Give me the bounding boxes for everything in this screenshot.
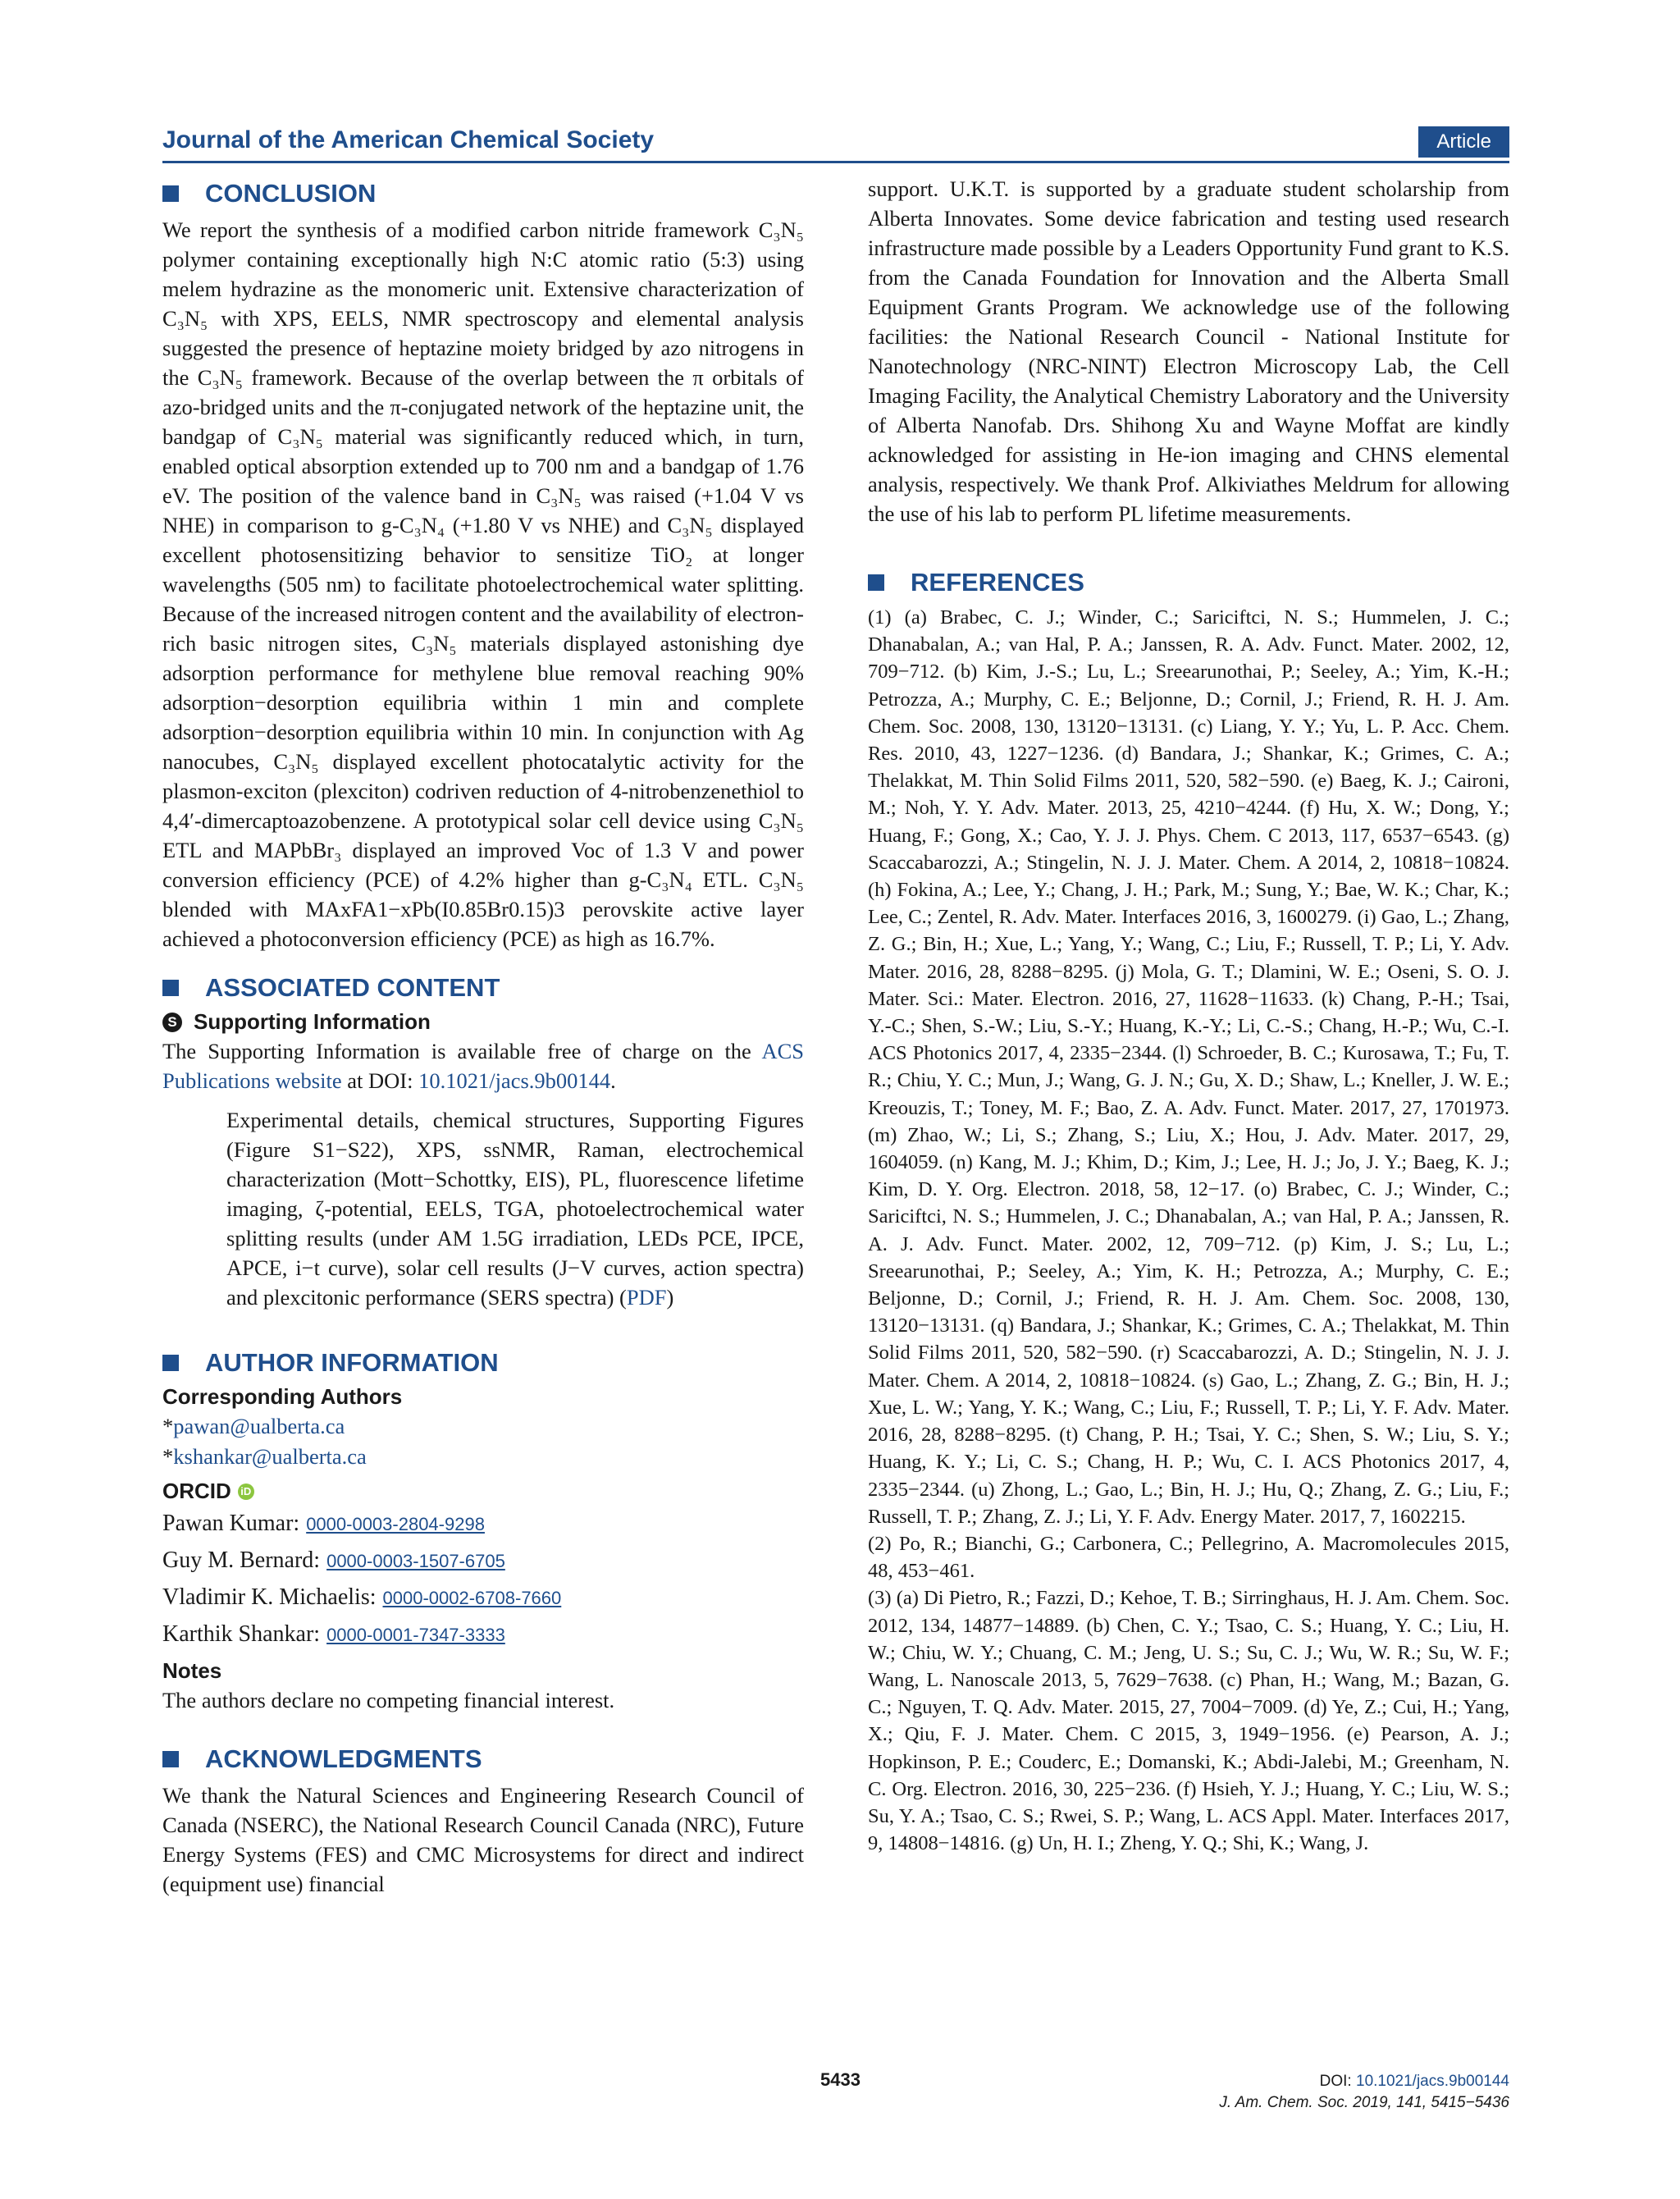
conclusion-heading (162, 179, 804, 208)
orcid-row (162, 1616, 804, 1653)
acknowledgments-heading (162, 1744, 804, 1774)
section-square-icon (162, 185, 179, 202)
conclusion-text: We report the synthesis of a modified carbon nitride framework C₃N₅ polymer containing exceptionally high N:C atomic ratio (5:3) using melem hydrazine as the monomeric unit. Extensive characterization of C₃N₅ with XPS, EELS, NMR spectroscopy and elemental analysis suggested the presence of heptazine moiety bridged by azo nitrogens in the C₃N₅ framework. Because of the overlap between the π orbitals of azo-bridged units and the π-conjugated network of the heptazine unit, the bandgap of C₃N₅ material was significantly reduced which, in turn, enabled optical absorption extended up to 700 nm and a bandgap of 1.76 eV. The position of the valence band in C₃N₅ was raised (+1.04 V vs NHE) in comparison to g-C₃N₄ (+1.80 V vs NHE) and C₃N₅ displayed excellent photosensitizing behavior to sensitize TiO₂ at longer wavelengths (505 nm) to facilitate photoelectrochemical water splitting. Because of the increased nitrogen content and the availability of electron-rich basic nitrogen sites, C₃N₅ materials displayed astonishing dye adsorption performance for methylene blue removal reaching 90% adsorption−desorption equilibria within 1 min and complete adsorption−desorption equilibria within 10 min. In conjunction with Ag nanocubes, C₃N₅ displayed excellent photocatalytic activity for the plasmon-exciton (plexciton) codriven reduction of 4-nitrobenzenethiol to 4,4′-dimercaptoazobenzene. A prototypical solar cell device using C₃N₅ ETL and MAPbBr₃ displayed an improved Voc of 1.3 V and power conversion efficiency (PCE) of 4.2% higher than g-C₃N₄ ETL. C₃N₅ blended with MAxFA1−xPb(I0.85Br0.15)3 perovskite active layer achieved a photoconversion efficiency (PCE) as high as 16.7%. (162, 217, 804, 951)
footer-citation (1219, 2071, 1509, 2114)
supporting-info-intro (162, 1036, 804, 1095)
notes-text: The authors declare no competing financial interest. (162, 1688, 615, 1712)
footer-doi-label: DOI: (1319, 2073, 1356, 2090)
email-line-2 (162, 1442, 804, 1472)
email-link-2[interactable]: kshankar@ualberta.ca (173, 1444, 367, 1469)
orcid-link[interactable]: 0000-0003-2804-9298 (306, 1514, 485, 1534)
section-square-icon (162, 1751, 179, 1767)
email-line-1 (162, 1411, 804, 1442)
section-square-icon (868, 574, 884, 591)
reference-item: (1) (a) Brabec, C. J.; Winder, C.; Sariciftci, N. S.; Hummelen, J. C.; Dhanabalan, A.; van Hal, P. A.; Janssen, R. A. Adv. Funct. Mater. 2002, 12, 709−712. (b) Kim, J.-S.; Lu, L.; Sreearunothai, P.; Seeley, A.; Yim, K.-H.; Petrozza, A.; Murphy, C. E.; Beljonne, D.; Cornil, J.; Friend, R. H. J. Am. Chem. Soc. 2008, 130, 13120−13131. (c) Liang, Y. Y.; Yu, L. P. Acc. Chem. Res. 2010, 43, 1227−1236. (d) Bandara, J.; Shankar, K.; Grimes, C. A.; Thelakkat, M. Thin Solid Films 2011, 520, 582−590. (e) Baeg, K. J.; Caironi, M.; Noh, Y. Y. Adv. Mater. 2013, 25, 4210−4244. (f) Hu, X. W.; Dong, Y.; Huang, F.; Gong, X.; Cao, Y. J. J. Phys. Chem. C 2013, 117, 6537−6543. (g) Scaccabarozzi, A.; Stingelin, N. J. J. Mater. Chem. A 2014, 2, 10818−10824. (h) Fokina, A.; Lee, Y.; Chang, J. H.; Park, M.; Sung, Y.; Bae, W. K.; Char, K.; Lee, C.; Zentel, R. Adv. Mater. Interfaces 2016, 3, 1600279. (i) Gao, L.; Zhang, Z. G.; Bin, H.; Xue, L.; Yang, Y.; Wang, C.; Liu, F.; Russell, T. P.; Li, Y. Adv. Mater. 2016, 28, 8288−8295. (j) Mola, G. T.; Dlamini, W. E.; Oseni, S. O. J. Mater. Sci.: Mater. Electron. 2016, 27, 11628−11633. (k) Chang, P.-H.; Tsai, Y.-C.; Shen, S.-W.; Liu, S.-Y.; Huang, K.-Y.; Li, C.-S.; Chang, H.-P.; Wu, C.-I. ACS Photonics 2017, 4, 2335−2344. (l) Schroeder, B. C.; Kurosawa, T.; Fu, T. R.; Chiu, Y. C.; Mun, J.; Wang, G. J. N.; Gu, X. D.; Shaw, L.; Kneller, J. W. E.; Kreouzis, T.; Toney, M. F.; Bao, Z. A. Adv. Funct. Mater. 2017, 27, 1701973. (m) Zhao, W.; Li, S.; Zhang, S.; Liu, X.; Hou, J. Adv. Mater. 2017, 29, 1604059. (n) Kang, M. J.; Khim, D.; Kim, J.; Lee, H. J.; Jo, J. Y.; Baeg, K. J.; Kim, D. Y. Org. Electron. 2018, 58, 12−17. (o) Brabec, C. J.; Winder, C.; Sariciftci, N. S.; Hummelen, J. C.; Dhanabalan, A.; van Hal, P. A.; Janssen, R. A. J. Adv. Funct. Mater. 2002, 12, 709−712. (p) Kim, J. S.; Lu, L.; Sreearunothai, P.; Seeley, A.; Yim, K. H.; Petrozza, A.; Murphy, C. E.; Beljonne, D.; Cornil, J.; Friend, R. H. J. Am. Chem. Soc. 2008, 130, 13120−13131. (q) Bandara, J.; Shankar, K.; Grimes, C. A.; Thelakkat, M. Thin Solid Films 2011, 520, 582−590. (r) Scaccabarozzi, A. D.; Stingelin, N. J. J. Mater. Chem. A 2014, 2, 10818−10824. (s) Gao, L.; Zhang, Z. G.; Bin, H. J.; Xue, L. W.; Yang, Y. K.; Wang, C.; Liu, F.; Russell, T. P.; Li, Y. F. Adv. Mater. 2016, 28, 8288−8295. (t) Chang, P. H.; Tsai, Y. C.; Shen, S. W.; Liu, S. Y.; Huang, K. Y.; Li, C. S.; Chang, H. P.; Wu, C. I. ACS Photonics 2017, 4, 2335−2344. (u) Zhong, L.; Gao, L.; Bin, H. J.; Hu, Q.; Zhang, Z. G.; Liu, F.; Russell, T. P.; Zhang, Z. J.; Li, Y. F. Adv. Energy Mater. 2017, 7, 1602215. (868, 606, 1509, 1528)
acs-publications-link[interactable]: ACS Publications website (162, 1039, 804, 1093)
right-column (868, 174, 1509, 1857)
page-number: 5433 (820, 2069, 861, 2090)
star-mark: * (162, 1414, 174, 1438)
intro-text-c: . (610, 1068, 616, 1093)
supporting-info-details (226, 1105, 804, 1312)
orcid-icon: iD (238, 1484, 254, 1500)
corresponding-authors-heading: Corresponding Authors (162, 1384, 403, 1409)
associated-content-heading (162, 973, 804, 1003)
email-link-1[interactable]: pawan@ualberta.ca (173, 1414, 345, 1438)
si-details-end: ) (666, 1285, 674, 1310)
orcid-row (162, 1506, 804, 1543)
orcid-author-name: Karthik Shankar: (162, 1621, 321, 1647)
orcid-heading (162, 1479, 804, 1504)
references-heading (868, 568, 1509, 597)
orcid-author-name: Guy M. Bernard: (162, 1548, 321, 1573)
left-column (162, 174, 804, 1899)
author-heading-text: AUTHOR INFORMATION (205, 1348, 499, 1377)
acknowledgments-text-left: We thank the Natural Sciences and Engineering Research Council of Canada (NSERC), the National Research Council Canada (NRC), Future Energy Systems (FES) and CMC Microsystems for direct and indirect (equipment use) financial (162, 1783, 804, 1896)
reference-item: (2) Po, R.; Bianchi, G.; Carbonera, C.; Pellegrino, A. Macromolecules 2015, 48, 453−461. (868, 1532, 1509, 1583)
author-info-heading (162, 1348, 804, 1378)
notes-heading: Notes (162, 1658, 222, 1683)
orcid-link[interactable]: 0000-0003-1507-6705 (326, 1551, 505, 1571)
orcid-heading-text: ORCID (162, 1479, 231, 1503)
si-doi-link[interactable]: 10.1021/jacs.9b00144 (418, 1068, 611, 1093)
acknowledgments-text-right: support. U.K.T. is supported by a graduate student scholarship from Alberta Innovates. Some device fabrication and testing used research infrastructure made possible by a Leaders Opportunity Fund grant to K.S. from the Canada Foundation for Innovation and the Alberta Small Equipment Grants Program. We acknowledge use of the following facilities: the National Research Council - National Institute for Nanotechnology (NRC-NINT) Electron Microscopy Lab, the Cell Imaging Facility, the Analytical Chemistry Laboratory and the University of Alberta Nanofab. Drs. Shihong Xu and Wayne Moffat are kindly acknowledged for assisting in He-ion imaging and CHNS elemental analysis, respectively. We thank Prof. Alkiviathes Meldrum for allowing the use of his lab to perform PL lifetime measurements. (868, 176, 1509, 526)
associated-heading-text: ASSOCIATED CONTENT (205, 973, 500, 1002)
star-mark: * (162, 1444, 174, 1469)
footer-journal-citation: J. Am. Chem. Soc. 2019, 141, 5415−5436 (1219, 2094, 1509, 2111)
journal-title[interactable]: Journal of the American Chemical Society (162, 126, 655, 153)
section-square-icon (162, 980, 179, 996)
supporting-info-heading (162, 1009, 804, 1035)
references-list (868, 604, 1509, 1857)
reference-item: (3) (a) Di Pietro, R.; Fazzi, D.; Kehoe, T. B.; Sirringhaus, H. J. Am. Chem. Soc. 2012, 134, 14877−14889. (b) Chen, C. Y.; Tsao, C. S.; Huang, Y. C.; Liu, H. W.; Chiu, W. Y.; Chuang, C. M.; Jeng, U. S.; Su, C. J.; Wu, W. R.; Su, W. F.; Wang, L. Nanoscale 2013, 5, 7629−7638. (c) Phan, H.; Wang, M.; Bazan, G. C.; Nguyen, T. Q. Adv. Mater. 2015, 27, 7004−7009. (d) Ye, Z.; Cui, H.; Yang, X.; Qiu, F. J. Mater. Chem. C 2015, 3, 1949−1956. (e) Pearson, A. J.; Hopkinson, P. E.; Couderc, E.; Domanski, K.; Abdi-Jalebi, M.; Greenham, N. C. Org. Electron. 2016, 30, 225−236. (f) Hsieh, Y. J.; Huang, Y. C.; Liu, W. S.; Su, Y. A.; Tsao, C. S.; Rwei, S. P.; Wang, L. ACS Appl. Mater. Interfaces 2017, 9, 14808−14816. (g) Un, H. I.; Zheng, Y. Q.; Shi, K.; Wang, J. (868, 1587, 1509, 1855)
conclusion-heading-text: CONCLUSION (205, 179, 377, 208)
orcid-author-name: Pawan Kumar: (162, 1511, 300, 1536)
orcid-link[interactable]: 0000-0002-6708-7660 (382, 1588, 562, 1608)
section-square-icon (162, 1355, 179, 1371)
page-header (162, 123, 1509, 163)
orcid-row (162, 1580, 804, 1616)
intro-text-a: The Supporting Information is available free of charge on the (162, 1039, 762, 1063)
supporting-info-icon: S (162, 1013, 182, 1032)
article-badge: Article (1418, 126, 1509, 158)
orcid-author-name: Vladimir K. Michaelis: (162, 1584, 377, 1610)
orcid-link[interactable]: 0000-0001-7347-3333 (326, 1625, 505, 1645)
intro-text-b: at DOI: (341, 1068, 419, 1093)
ack-heading-text: ACKNOWLEDGMENTS (205, 1744, 482, 1773)
orcid-row (162, 1543, 804, 1580)
si-details-text: Experimental details, chemical structures, Supporting Figures (Figure S1−S22), XPS, ssNMR, Raman, electrochemical characterization (Mott−Schottky, EIS), PL, fluorescence lifetime imaging, ζ-potential, EELS, TGA, photoelectrochemical water splitting results (under AM 1.5G irradiation, LEDs PCE, IPCE, APCE, i−t curve), solar cell results (J−V curves, action spectra) and plexcitonic performance (SERS spectra) ( (226, 1108, 804, 1310)
supporting-info-heading-text: Supporting Information (194, 1009, 431, 1034)
footer-doi-link[interactable]: 10.1021/jacs.9b00144 (1356, 2073, 1509, 2090)
references-heading-text: REFERENCES (911, 568, 1084, 597)
si-pdf-link[interactable]: PDF (626, 1285, 667, 1310)
